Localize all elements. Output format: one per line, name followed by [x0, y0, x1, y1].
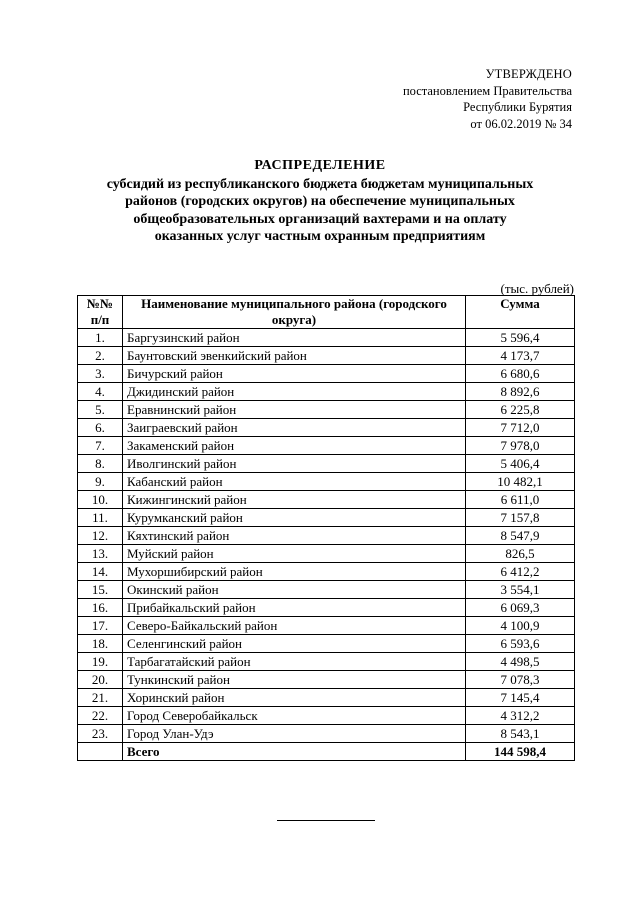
- row-num: 10.: [78, 491, 123, 509]
- row-sum: 6 225,8: [466, 401, 575, 419]
- row-name: Баргузинский район: [123, 329, 466, 347]
- row-sum: 6 611,0: [466, 491, 575, 509]
- row-sum: 4 100,9: [466, 617, 575, 635]
- row-num: 17.: [78, 617, 123, 635]
- row-name: Тарбагатайский район: [123, 653, 466, 671]
- title-line-2: районов (городских округов) на обеспечение муниципальных: [125, 194, 515, 209]
- row-sum: 7 712,0: [466, 419, 575, 437]
- row-sum: 5 596,4: [466, 329, 575, 347]
- row-name: Кижингинский район: [123, 491, 466, 509]
- row-name: Окинский район: [123, 581, 466, 599]
- title-main: РАСПРЕДЕЛЕНИЕ: [254, 158, 386, 173]
- row-num: 9.: [78, 473, 123, 491]
- row-sum: 3 554,1: [466, 581, 575, 599]
- row-num: 12.: [78, 527, 123, 545]
- row-sum: 7 078,3: [466, 671, 575, 689]
- total-sum: 144 598,4: [466, 743, 575, 761]
- table-row: [78, 689, 575, 707]
- row-num: 22.: [78, 707, 123, 725]
- row-name: Хоринский район: [123, 689, 466, 707]
- row-name: Селенгинский район: [123, 635, 466, 653]
- row-sum: 7 978,0: [466, 437, 575, 455]
- title-line-1: субсидий из республиканского бюджета бюджетам муниципальных: [106, 176, 534, 192]
- row-name: Прибайкальский район: [123, 599, 466, 617]
- row-num: 11.: [78, 509, 123, 527]
- row-sum: 7 145,4: [466, 689, 575, 707]
- table-row: [78, 725, 575, 743]
- row-sum: 826,5: [466, 545, 575, 563]
- total-label: Всего: [123, 743, 466, 761]
- row-num: 4.: [78, 383, 123, 401]
- total-num: [78, 743, 123, 761]
- row-name: Город Улан-Удэ: [123, 725, 466, 743]
- header-num: №№ п/п: [78, 296, 123, 329]
- row-sum: 4 173,7: [466, 347, 575, 365]
- approval-date: от 06.02.2019 № 34: [470, 116, 572, 131]
- table-row: [78, 581, 575, 599]
- table-row: [78, 347, 575, 365]
- row-name: Тункинский район: [123, 671, 466, 689]
- row-name: Иволгинский район: [123, 455, 466, 473]
- row-num: 7.: [78, 437, 123, 455]
- row-name: Курумканский район: [123, 509, 466, 527]
- table-row: [78, 707, 575, 725]
- row-name: Город Северобайкальск: [123, 707, 466, 725]
- document-title: [60, 157, 580, 246]
- table-header-row: [78, 296, 575, 329]
- row-sum: 7 157,8: [466, 509, 575, 527]
- row-sum: 6 412,2: [466, 563, 575, 581]
- row-sum: 5 406,4: [466, 455, 575, 473]
- row-sum: 8 547,9: [466, 527, 575, 545]
- row-name: Кяхтинский район: [123, 527, 466, 545]
- table-row: [78, 527, 575, 545]
- row-num: 20.: [78, 671, 123, 689]
- row-name: Джидинский район: [123, 383, 466, 401]
- table-row: [78, 617, 575, 635]
- row-num: 18.: [78, 635, 123, 653]
- row-sum: 10 482,1: [466, 473, 575, 491]
- row-sum: 4 498,5: [466, 653, 575, 671]
- row-num: 5.: [78, 401, 123, 419]
- row-num: 21.: [78, 689, 123, 707]
- table-row: [78, 437, 575, 455]
- table-row: [78, 401, 575, 419]
- row-sum: 6 593,6: [466, 635, 575, 653]
- row-sum: 4 312,2: [466, 707, 575, 725]
- table-row: [78, 473, 575, 491]
- row-num: 13.: [78, 545, 123, 563]
- table-row: [78, 599, 575, 617]
- row-num: 23.: [78, 725, 123, 743]
- row-name: Еравнинский район: [123, 401, 466, 419]
- table-row: [78, 419, 575, 437]
- subsidy-table: [77, 295, 575, 761]
- table-row: [78, 365, 575, 383]
- row-num: 8.: [78, 455, 123, 473]
- header-name: Наименование муниципального района (городского округа): [123, 296, 466, 329]
- table-body: [78, 329, 575, 761]
- approval-resolution: постановлением Правительства: [402, 83, 572, 98]
- title-line-3: общеобразовательных организаций вахтерами и на оплату: [133, 211, 507, 227]
- row-name: Закаменский район: [123, 437, 466, 455]
- approval-title: УТВЕРЖДЕНО: [485, 67, 572, 81]
- row-name: Кабанский район: [123, 473, 466, 491]
- table-row: [78, 383, 575, 401]
- row-num: 6.: [78, 419, 123, 437]
- row-num: 15.: [78, 581, 123, 599]
- table-row: [78, 653, 575, 671]
- table-row: [78, 563, 575, 581]
- units-label: (тыс. рублей): [500, 281, 574, 296]
- table-row: [78, 509, 575, 527]
- table-row: [78, 545, 575, 563]
- row-name: Бичурский район: [123, 365, 466, 383]
- row-sum: 6 680,6: [466, 365, 575, 383]
- table-row: [78, 491, 575, 509]
- row-name: Баунтовский эвенкийский район: [123, 347, 466, 365]
- row-name: Северо-Байкальский район: [123, 617, 466, 635]
- approval-stamp: [312, 66, 572, 132]
- footer-divider: [277, 820, 375, 821]
- table-row: [78, 671, 575, 689]
- row-sum: 8 892,6: [466, 383, 575, 401]
- row-sum: 6 069,3: [466, 599, 575, 617]
- row-num: 3.: [78, 365, 123, 383]
- row-name: Заиграевский район: [123, 419, 466, 437]
- row-num: 1.: [78, 329, 123, 347]
- row-sum: 8 543,1: [466, 725, 575, 743]
- table-row: [78, 455, 575, 473]
- row-name: Мухоршибирский район: [123, 563, 466, 581]
- row-num: 14.: [78, 563, 123, 581]
- row-name: Муйский район: [123, 545, 466, 563]
- total-row: [78, 743, 575, 761]
- table-row: [78, 635, 575, 653]
- title-line-4: оказанных услуг частным охранным предприятиям: [154, 229, 486, 244]
- approval-authority: Республики Бурятия: [463, 100, 572, 114]
- row-num: 19.: [78, 653, 123, 671]
- row-num: 16.: [78, 599, 123, 617]
- header-sum: Сумма: [466, 296, 575, 329]
- table-row: [78, 329, 575, 347]
- row-num: 2.: [78, 347, 123, 365]
